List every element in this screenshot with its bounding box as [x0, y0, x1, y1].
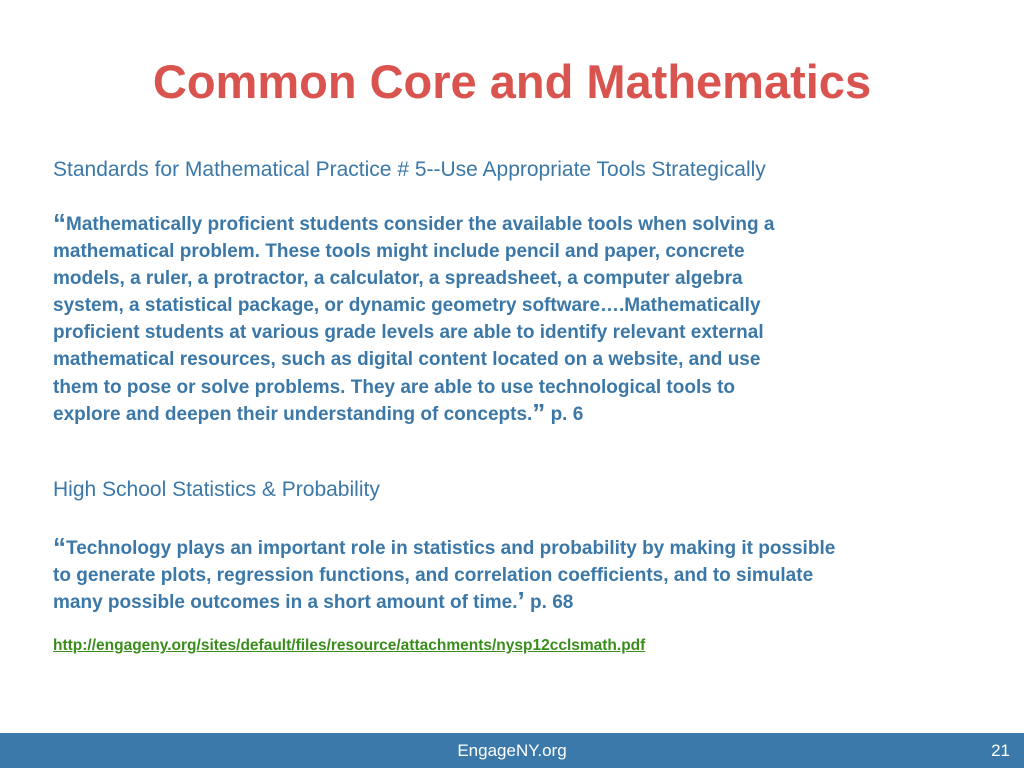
close-quote-mark: ” [532, 397, 546, 428]
close-quote-mark: ’ [517, 586, 525, 617]
quote-line: models, a ruler, a protractor, a calculator, a spreadsheet, a computer algebra [53, 268, 743, 290]
slide-title: Common Core and Mathematics [152, 55, 872, 108]
quote-block-statistics [53, 532, 836, 617]
quote-line: “Mathematically proficient students consider the available tools when solving a [53, 208, 775, 238]
section-heading-statistics: High School Statistics & Probability [53, 478, 380, 501]
footer-bar [0, 733, 1024, 768]
source-link[interactable]: http://engageny.org/sites/default/files/resource/attachments/nysp12cclsmath.pdf [53, 637, 646, 654]
quote-line: proficient students at various grade levels are able to identify relevant external [53, 322, 764, 344]
section-heading-practice-5: Standards for Mathematical Practice # 5--Use Appropriate Tools Strategically [53, 158, 766, 181]
quote-line: mathematical problem. These tools might include pencil and paper, concrete [53, 241, 745, 263]
citation: p. 68 [524, 592, 574, 614]
citation: p. 6 [545, 403, 584, 425]
page-number: 21 [991, 741, 1010, 760]
quote-line: explore and deepen their understanding of concepts.” p. 6 [53, 397, 584, 428]
quote-line: many possible outcomes in a short amount of time.’ p. 68 [53, 586, 574, 617]
quote-line: them to pose or solve problems. They are able to use technological tools to [53, 376, 736, 398]
quote-block-practice-5 [53, 208, 775, 428]
quote-line: “Technology plays an important role in statistics and probability by making it possible [53, 532, 836, 562]
quote-line: mathematical resources, such as digital content located on a website, and use [53, 349, 761, 371]
quote-line: to generate plots, regression functions, and correlation coefficients, and to simulate [53, 565, 814, 587]
quote-line: system, a statistical package, or dynamic geometry software….Mathematically [53, 295, 761, 317]
open-quote-mark: “ [53, 532, 66, 562]
open-quote-mark: “ [53, 208, 66, 238]
footer-site-name: EngageNY.org [457, 741, 567, 760]
